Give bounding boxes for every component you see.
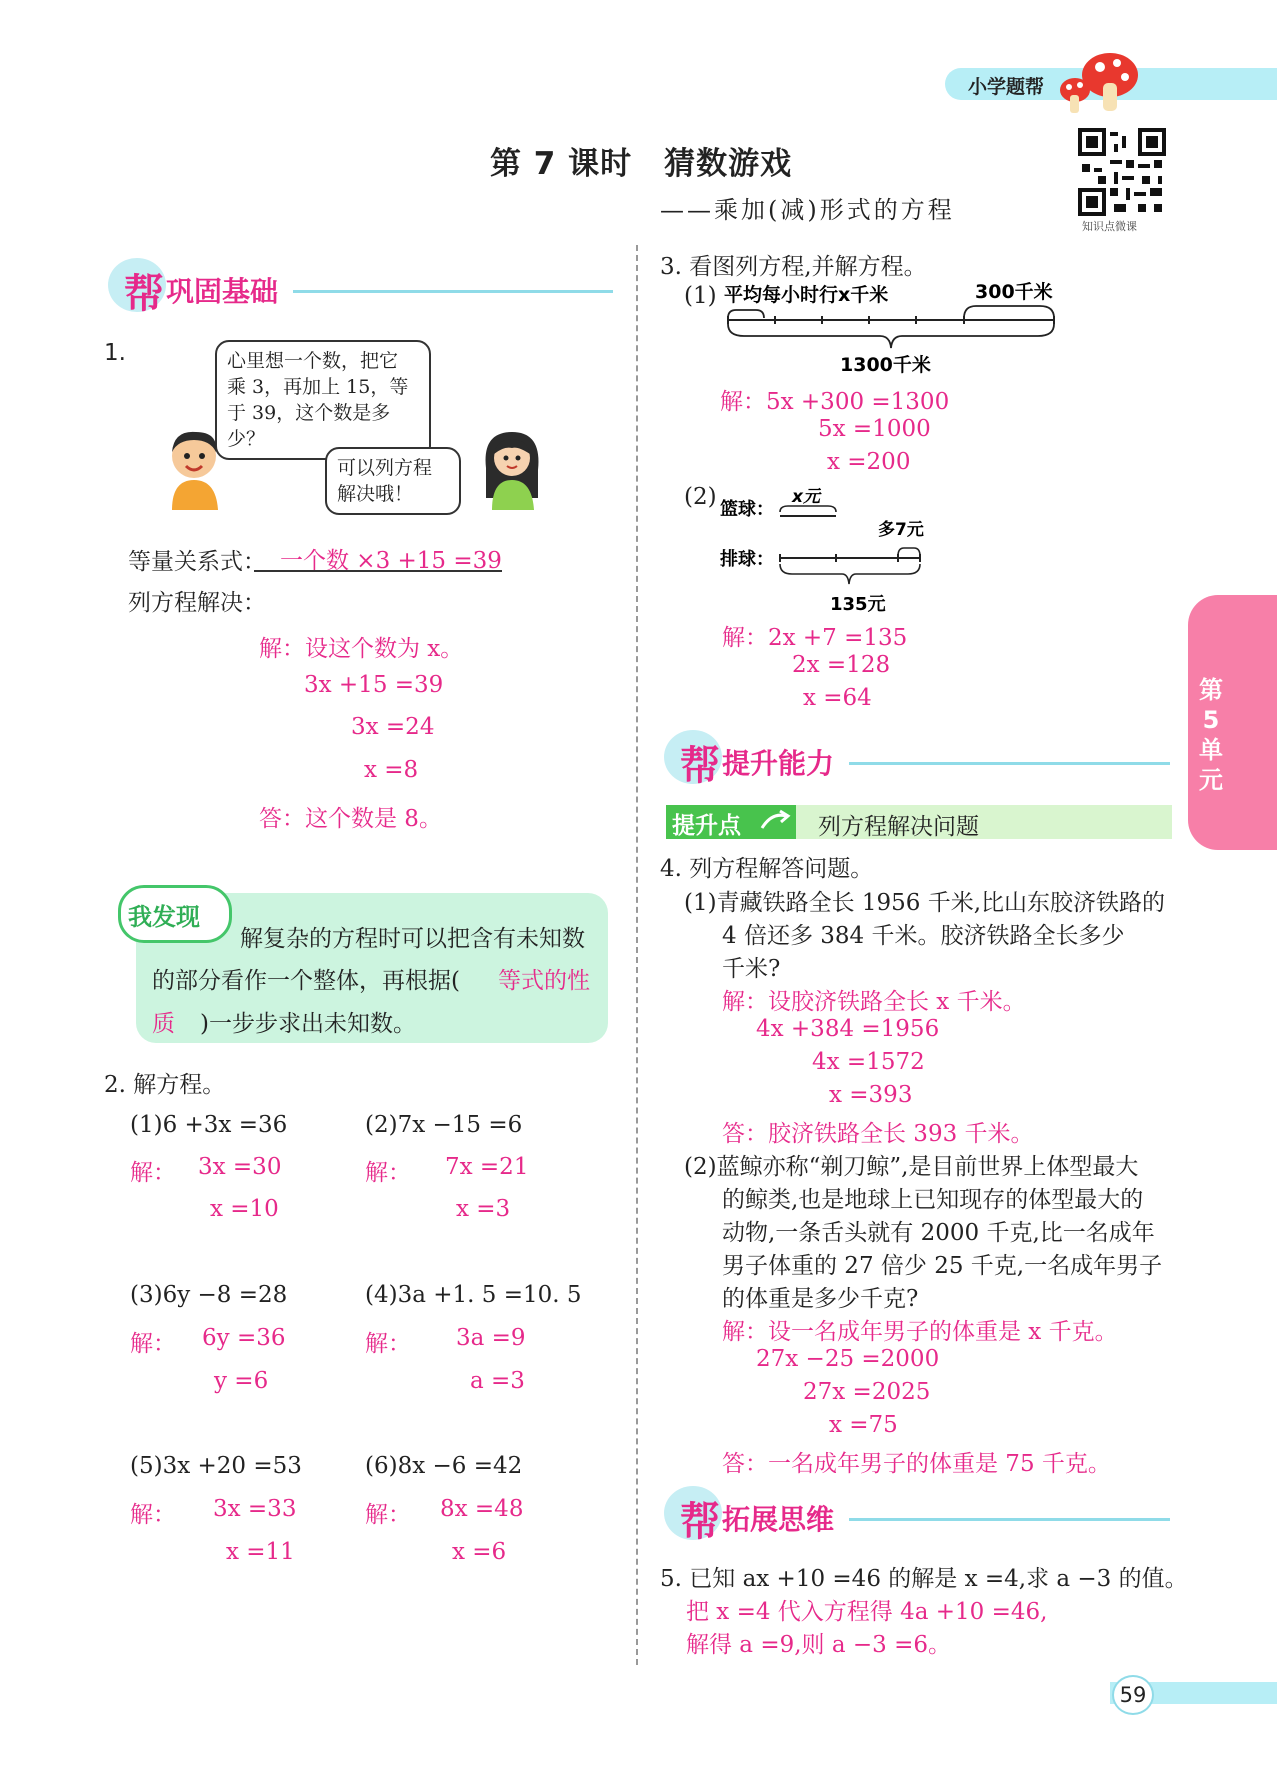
arrow-icon <box>758 808 792 836</box>
unit-side-tab-text <box>1198 675 1224 795</box>
bubble-line: 心里想一个数，把它 <box>227 350 399 372</box>
q2-step: y =6 <box>214 1368 269 1394</box>
bang-badge-text: 帮 <box>124 271 164 317</box>
brand-name: 小学题帮 <box>968 76 1045 98</box>
q4-text-line: (2)蓝鲸亦称“剃刀鲸”,是目前世界上体型最大 <box>684 1154 1139 1180</box>
q4-answer-line: 解：设一名成年男子的体重是 x 千克。 <box>722 1319 1118 1345</box>
solve-label: 列方程解决： <box>128 590 266 616</box>
q2-step: 8x =48 <box>440 1496 524 1522</box>
diagram-label-basketball: 篮球： <box>720 499 774 520</box>
q3-answer-line: 解：2x +7 =135 <box>722 625 908 651</box>
q2-equation: (5)3x +20 =53 <box>130 1453 302 1479</box>
q3-diagram-1 <box>720 278 1070 386</box>
q3-answer-line: 解：5x +300 =1300 <box>720 389 950 415</box>
q2-step: 7x =21 <box>445 1154 529 1180</box>
q2-equation: (3)6y −8 =28 <box>130 1282 288 1308</box>
q2-step: 3x =33 <box>213 1496 297 1522</box>
diagram-label-total: 1300千米 <box>840 354 931 376</box>
q1-answer-line: x =8 <box>364 757 419 783</box>
q1-answer-line: 答：这个数是 8。 <box>259 806 442 832</box>
q3-title: 3. 看图列方程,并解方程。 <box>660 254 927 280</box>
qr-code-icon[interactable] <box>1078 128 1166 216</box>
q3-answer-line: 2x =128 <box>792 652 891 678</box>
tisheng-text: 列方程解决问题 <box>818 814 979 840</box>
q4-answer-line: 答：一名成年男子的体重是 75 千克。 <box>722 1451 1111 1477</box>
side-tab-char: 元 <box>1199 766 1223 794</box>
q5-answer-line: 解得 a =9,则 a −3 =6。 <box>686 1632 952 1658</box>
discover-line: 解复杂的方程时可以把含有未知数 <box>240 926 585 952</box>
page-number: 59 <box>1112 1675 1154 1715</box>
discover-line: 的部分看作一个整体，再根据( <box>152 968 460 994</box>
discover-tag-text: 我发现 <box>128 903 200 931</box>
section-line <box>849 1518 1170 1521</box>
q4-text-line: 的体重是多少千克? <box>722 1286 919 1312</box>
q3-answer-line: x =64 <box>803 685 872 711</box>
relation-underline <box>254 570 502 572</box>
page-title: 第 7 课时 猜数游戏 <box>490 146 793 182</box>
bang-badge-text: 帮 <box>680 1499 720 1545</box>
column-divider <box>636 245 638 1665</box>
section-label: 巩固基础 <box>166 275 279 308</box>
mushroom-icon <box>1055 45 1145 115</box>
section-header-improve <box>664 730 1170 789</box>
q2-equation: (2)7x −15 =6 <box>365 1112 523 1138</box>
q2-jie: 解： <box>130 1160 176 1186</box>
q2-equation: (1)6 +3x =36 <box>130 1112 288 1138</box>
section-label: 拓展思维 <box>722 1503 835 1536</box>
q4-answer-line: 4x +384 =1956 <box>756 1016 940 1042</box>
q2-jie: 解： <box>365 1502 411 1528</box>
bubble-line: 乘 3，再加上 15，等 <box>227 376 409 398</box>
side-tab-char: 5 <box>1202 706 1220 734</box>
diagram-label-volleyball: 排球： <box>720 549 774 570</box>
q1-answer-line: 解：设这个数为 x。 <box>259 636 464 662</box>
q4-text-line: 千米? <box>722 956 781 982</box>
q2-jie: 解： <box>130 1502 176 1528</box>
diagram-label-135: 135元 <box>830 594 886 615</box>
q2-equation: (4)3a +1. 5 =10. 5 <box>365 1282 582 1308</box>
side-tab-char: 第 <box>1199 676 1223 704</box>
q5-title: 5. 已知 ax +10 =46 的解是 x =4,求 a −3 的值。 <box>660 1566 1188 1592</box>
q2-step: x =3 <box>456 1196 511 1222</box>
q4-text-line: (1)青藏铁路全长 1956 千米,比山东胶济铁路的 <box>684 890 1166 916</box>
diagram-label-more: 多7元 <box>878 520 924 540</box>
q2-step: 3x =30 <box>198 1154 282 1180</box>
q3-answer-line: x =200 <box>827 449 911 475</box>
q5-answer-line: 把 x =4 代入方程得 4a +10 =46, <box>686 1599 1048 1625</box>
q4-answer-line: 27x −25 =2000 <box>756 1346 940 1372</box>
q4-answer-line: 解：设胶济铁路全长 x 千米。 <box>722 989 1026 1015</box>
diagram-label-300: 300千米 <box>975 281 1053 303</box>
speech-bubble-boy <box>215 340 431 460</box>
discover-fill: 质 <box>152 1011 175 1037</box>
q2-step: x =11 <box>226 1539 295 1565</box>
q2-jie: 解： <box>130 1331 176 1357</box>
q2-step: a =3 <box>470 1368 525 1394</box>
q4-title: 4. 列方程解答问题。 <box>660 856 874 882</box>
q4-answer-line: 27x =2025 <box>803 1379 931 1405</box>
diagram-label-speed: 平均每小时行x千米 <box>724 284 889 306</box>
speech-bubble-girl <box>325 447 461 515</box>
q2-step: 3a =9 <box>456 1325 526 1351</box>
q2-jie: 解： <box>365 1331 411 1357</box>
bubble-line: 可以列方程 <box>337 457 433 479</box>
q3-part2-number: (2) <box>684 484 717 510</box>
q3-diagram-2 <box>718 480 948 620</box>
q4-text-line: 男子体重的 27 倍少 25 千克,一名成年男子 <box>722 1253 1163 1279</box>
qr-caption: 知识点微课 <box>1082 220 1137 233</box>
side-tab-char: 单 <box>1199 736 1223 764</box>
q4-text-line: 的鲸类,也是地球上已知现存的体型最大的 <box>722 1187 1144 1213</box>
discover-line: )一步步求出未知数。 <box>200 1011 416 1037</box>
q4-answer-line: 4x =1572 <box>812 1049 925 1075</box>
q1-answer-line: 3x =24 <box>351 714 435 740</box>
q4-text-line: 动物,一条舌头就有 2000 千克,比一名成年 <box>722 1220 1155 1246</box>
q2-step: 6y =36 <box>202 1325 286 1351</box>
q2-title: 2. 解方程。 <box>104 1072 226 1098</box>
q3-part1-number: (1) <box>684 283 717 309</box>
page-subtitle: ——乘加(减)形式的方程 <box>660 196 955 224</box>
q1-number: 1. <box>104 340 126 366</box>
bang-badge-text: 帮 <box>680 743 720 789</box>
girl-illustration <box>478 428 548 510</box>
tisheng-tag-text: 提升点 <box>672 813 741 839</box>
q1-answer-line: 3x +15 =39 <box>304 672 444 698</box>
q2-step: x =10 <box>210 1196 279 1222</box>
boy-illustration <box>160 428 232 510</box>
relation-answer: 一个数 ×3 +15 =39 <box>280 548 502 574</box>
q2-step: x =6 <box>452 1539 507 1565</box>
section-header-basics <box>108 258 613 317</box>
discover-fill: 等式的性 <box>498 968 590 994</box>
q3-answer-line: 5x =1000 <box>818 416 931 442</box>
section-line <box>849 762 1170 765</box>
q2-equation: (6)8x −6 =42 <box>365 1453 523 1479</box>
section-line <box>293 290 613 293</box>
section-header-extend <box>664 1486 1170 1545</box>
diagram-label-x: x元 <box>792 487 820 507</box>
bubble-line: 解决哦！ <box>337 483 414 505</box>
q4-answer-line: x =75 <box>829 1412 898 1438</box>
bubble-line: 于 39，这个数是多少？ <box>227 402 391 450</box>
q2-jie: 解： <box>365 1160 411 1186</box>
section-label: 提升能力 <box>722 747 835 780</box>
relation-label: 等量关系式： <box>128 549 266 575</box>
q4-answer-line: 答：胶济铁路全长 393 千米。 <box>722 1121 1034 1147</box>
q4-answer-line: x =393 <box>829 1082 913 1108</box>
q4-text-line: 4 倍还多 384 千米。胶济铁路全长多少 <box>722 923 1125 949</box>
